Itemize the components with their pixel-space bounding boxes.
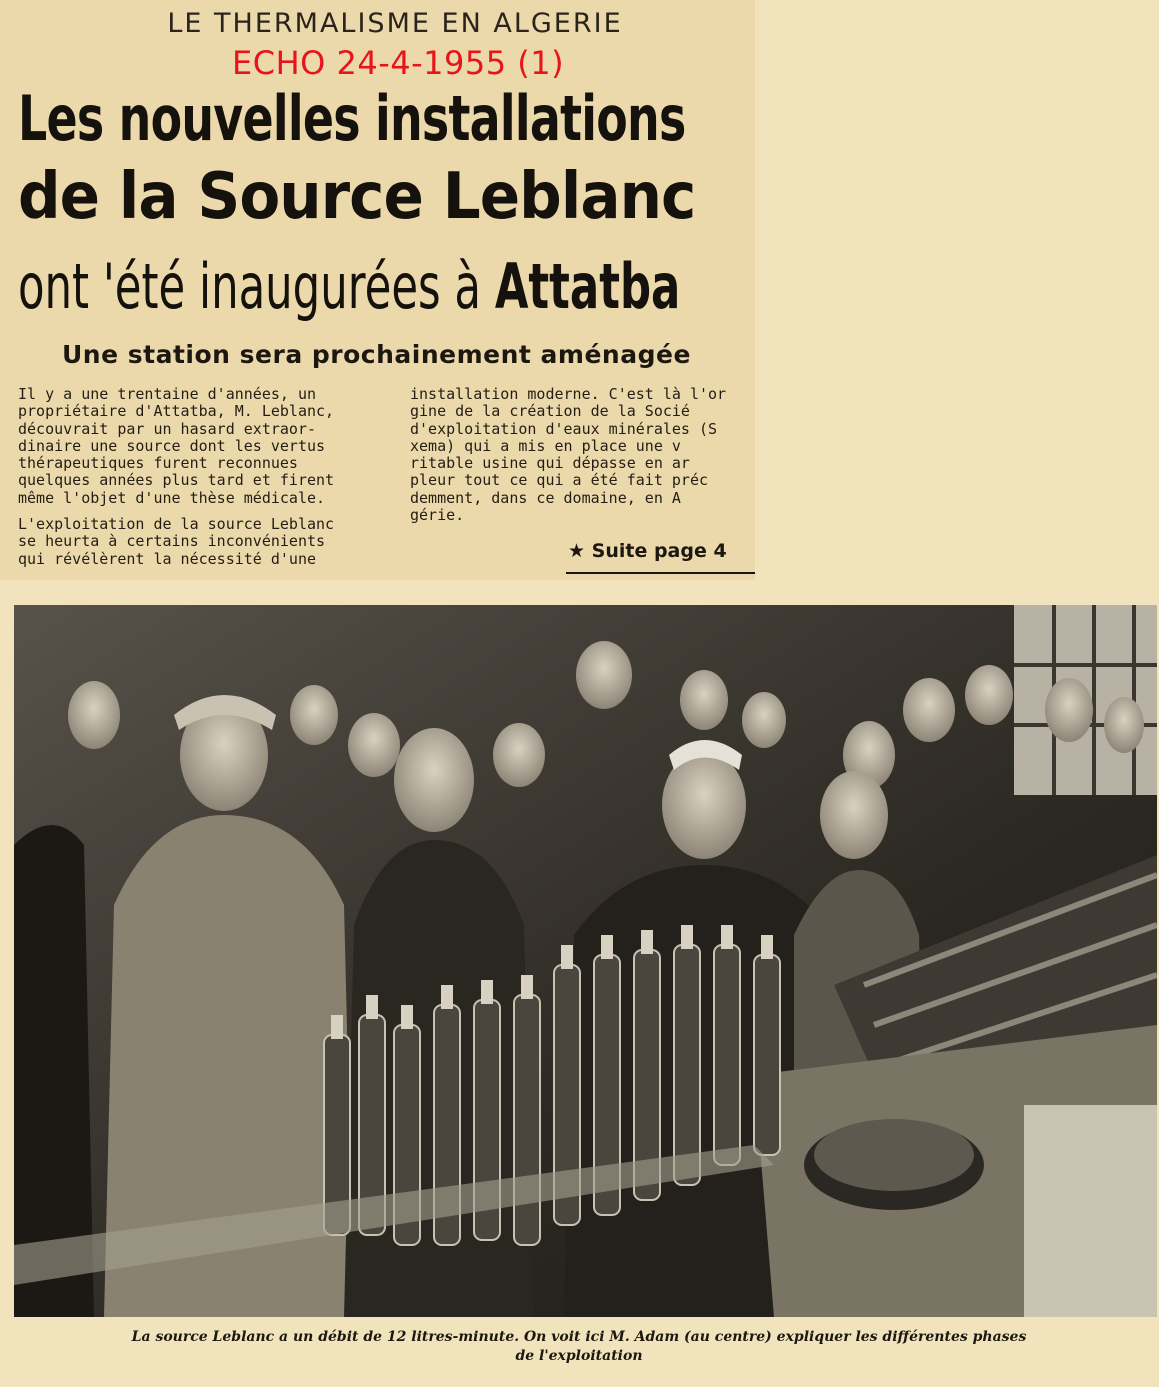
section-kicker: LE THERMALISME EN ALGERIE xyxy=(167,8,623,39)
headline-line-1: Les nouvelles installations xyxy=(18,82,686,155)
caption-line-2: de l'exploitation xyxy=(515,1348,643,1364)
column-line: quelques années plus tard et firent xyxy=(18,472,335,490)
column-line: thérapeutiques furent reconnues xyxy=(18,455,298,473)
column-line: gine de la création de la Socié xyxy=(410,403,690,421)
date-stamp: ECHO 24-4-1955 (1) xyxy=(232,44,565,82)
column-line: dinaire une source dont les vertus xyxy=(18,437,326,455)
subheadline: Une station sera prochainement aménagée xyxy=(62,340,691,369)
column-line: pleur tout ce qui a été fait préc xyxy=(410,472,709,490)
caption-line-1: La source Leblanc a un débit de 12 litres-minute. On voit ici M. Adam (au centre) expliquer les différentes phases xyxy=(131,1329,1027,1345)
column-line: propriétaire d'Attatba, M. Leblanc, xyxy=(18,403,335,421)
paragraph-gap xyxy=(18,507,382,516)
column-line: installation moderne. C'est là l'or xyxy=(410,386,727,403)
column-line: d'exploitation d'eaux minérales (S xyxy=(410,420,718,438)
headline-line-3 xyxy=(18,250,680,323)
column-line: ritable usine qui dépasse en ar xyxy=(410,455,690,473)
news-photo xyxy=(14,605,1157,1317)
photo-illustration xyxy=(14,605,1157,1317)
article-column-right xyxy=(410,386,755,524)
column-line: gérie. xyxy=(410,507,465,525)
column-line: même l'objet d'une thèse médicale. xyxy=(18,489,326,507)
column-line: qui révélèrent la nécessité d'une xyxy=(18,550,317,568)
headline-line-3-light: ont 'été inaugurées à xyxy=(18,250,495,323)
column-line: se heurta à certains inconvénients xyxy=(18,533,326,551)
photo-caption xyxy=(14,1328,1144,1366)
headline-line-3-bold: Attatba xyxy=(494,250,681,323)
continued-link: ★ Suite page 4 xyxy=(568,540,727,562)
column-line: Il y a une trentaine d'années, un xyxy=(18,386,317,403)
column-line: L'exploitation de la source Leblanc xyxy=(18,516,335,534)
article-column-left xyxy=(18,386,382,568)
article-clipping xyxy=(0,0,755,580)
divider xyxy=(566,572,755,574)
column-line: xema) qui a mis en place une v xyxy=(410,437,681,455)
headline-line-2: de la Source Leblanc xyxy=(18,160,696,234)
column-line: demment, dans ce domaine, en A xyxy=(410,489,681,507)
column-line: découvrait par un hasard extraor- xyxy=(18,420,317,438)
